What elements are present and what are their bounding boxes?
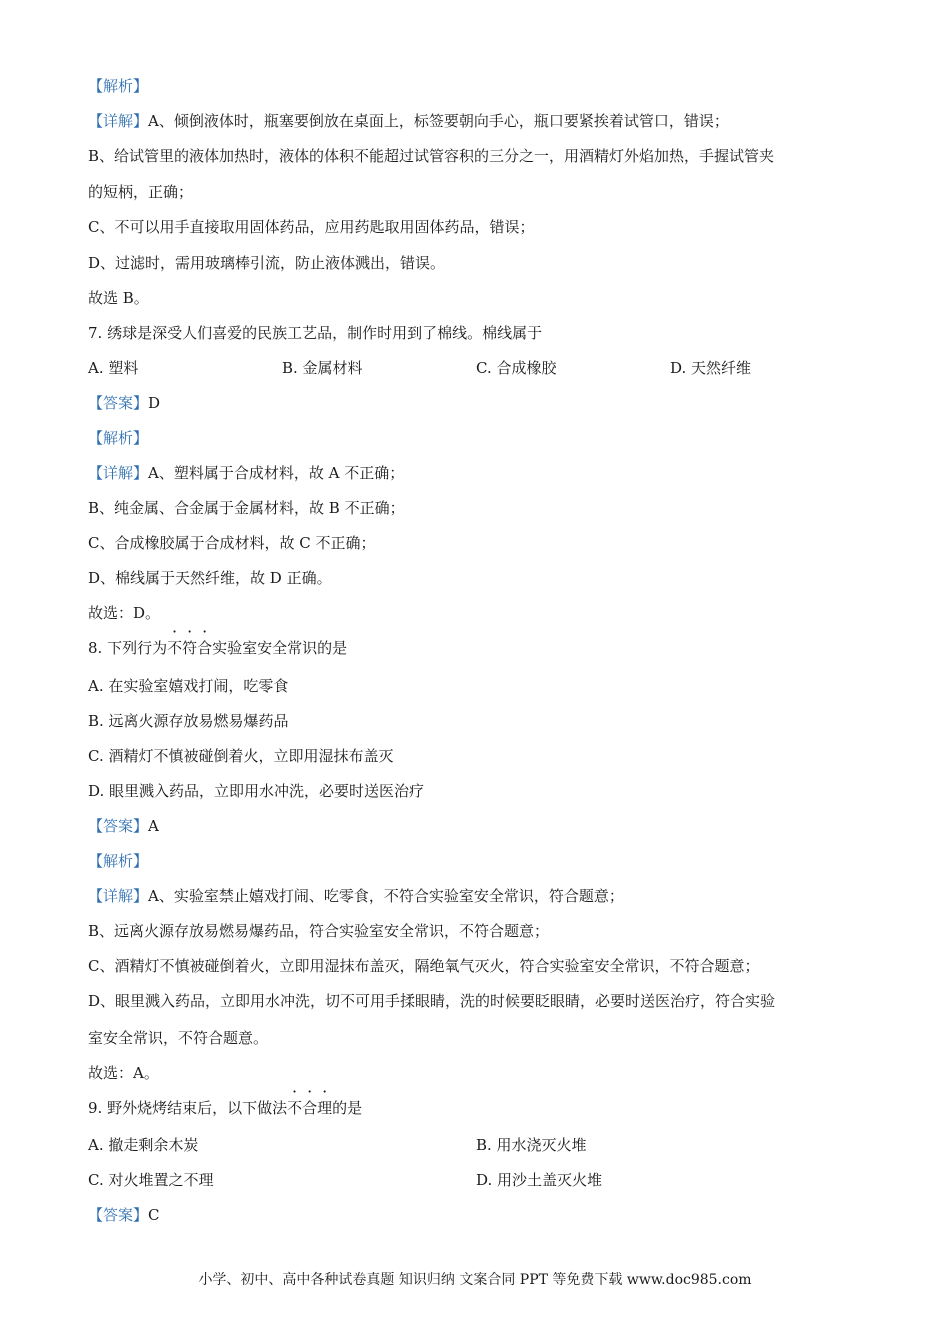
q7-option-d: D. 天然纤维 xyxy=(670,359,752,377)
q8-option-b: B. 远离火源存放易燃易爆药品 xyxy=(88,712,289,730)
q7-detail-a-text: A、塑料属于合成材料，故 A 不正确； xyxy=(148,464,405,482)
analysis-tag: 【解析】 xyxy=(88,852,149,870)
q8-option-d: D. 眼里溅入药品，立即用水冲洗，必要时送医治疗 xyxy=(88,782,425,800)
q6-detail-a xyxy=(88,111,729,131)
q8-stem xyxy=(88,638,347,658)
q9-stem-post: 的是 xyxy=(332,1099,363,1117)
emphasis-char: 合 xyxy=(197,639,213,657)
q7-option-a: A. 塑料 xyxy=(88,359,139,377)
detail-tag: 【详解】 xyxy=(88,887,149,905)
answer-tag: 【答案】 xyxy=(88,394,149,412)
q8-answer-value: A xyxy=(148,817,159,835)
q8-option-a: A. 在实验室嬉戏打闹，吃零食 xyxy=(88,677,289,695)
answer-tag: 【答案】 xyxy=(88,1206,149,1224)
q8-answer xyxy=(88,816,159,836)
q9-option-c: C. 对火堆置之不理 xyxy=(88,1171,214,1189)
q7-detail-b: B、纯金属、合金属于金属材料，故 B 不正确； xyxy=(88,499,405,517)
q6-conclusion: 故选 B。 xyxy=(88,289,149,307)
q8-detail-b: B、远离火源存放易燃易爆药品，符合实验室安全常识，不符合题意； xyxy=(88,922,550,940)
q8-conclusion: 故选：A。 xyxy=(88,1064,159,1082)
emphasis-char: 符 xyxy=(182,639,198,657)
q8-detail-a xyxy=(88,886,624,906)
q8-detail-a-text: A、实验室禁止嬉戏打闹、吃零食，不符合实验室安全常识，符合题意； xyxy=(148,887,624,905)
q9-option-d: D. 用沙土盖灭火堆 xyxy=(476,1171,603,1189)
q9-option-b: B. 用水浇灭火堆 xyxy=(476,1136,587,1154)
detail-tag: 【详解】 xyxy=(88,112,149,130)
q6-detail-b1: B、给试管里的液体加热时，液体的体积不能超过试管容积的三分之一，用酒精灯外焰加热，手握试管夹 xyxy=(88,147,775,165)
emphasis-char: 合 xyxy=(302,1099,318,1117)
q6-detail-a-text: A、倾倒液体时，瓶塞要倒放在桌面上，标签要朝向手心，瓶口要紧挨着试管口，错误； xyxy=(148,112,729,130)
answer-tag: 【答案】 xyxy=(88,817,149,835)
analysis-tag: 【解析】 xyxy=(88,429,149,447)
q9-answer xyxy=(88,1205,160,1225)
q9-option-a: A. 撤走剩余木炭 xyxy=(88,1136,199,1154)
q8-stem-pre: 8. 下列行为 xyxy=(88,639,168,657)
q8-stem-post: 实验室安全常识的是 xyxy=(212,639,348,657)
detail-tag: 【详解】 xyxy=(88,464,149,482)
q8-detail-c: C、酒精灯不慎被碰倒着火，立即用湿抹布盖灭，隔绝氧气灭火，符合实验室安全常识，不符合题意； xyxy=(88,957,760,975)
q7-detail-d: D、棉线属于天然纤维，故 D 正确。 xyxy=(88,569,332,587)
q7-answer-value: D xyxy=(148,394,161,412)
q7-detail-c: C、合成橡胶属于合成材料，故 C 不正确； xyxy=(88,534,376,552)
q9-stem xyxy=(88,1098,362,1118)
q8-detail-d1: D、眼里溅入药品，立即用水冲洗，切不可用手揉眼睛，洗的时候要眨眼睛，必要时送医治疗，符合实验 xyxy=(88,992,776,1010)
q8-detail-d2: 室安全常识，不符合题意。 xyxy=(88,1029,269,1047)
analysis-tag: 【解析】 xyxy=(88,77,149,95)
q7-stem: 7. 绣球是深受人们喜爱的民族工艺品，制作时用到了棉线。棉线属于 xyxy=(88,324,543,342)
q9-stem-pre: 9. 野外烧烤结束后，以下做法 xyxy=(88,1099,288,1117)
q9-answer-value: C xyxy=(148,1206,160,1224)
q7-detail-a xyxy=(88,463,404,483)
page-footer: 小学、初中、高中各种试卷真题 知识归纳 文案合同 PPT 等免费下载 www.doc985.com xyxy=(198,1272,752,1288)
q6-detail-d: D、过滤时，需用玻璃棒引流，防止液体溅出，错误。 xyxy=(88,254,446,272)
q6-detail-c: C、不可以用手直接取用固体药品，应用药匙取用固体药品，错误； xyxy=(88,218,535,236)
q8-option-c: C. 酒精灯不慎被碰倒着火，立即用湿抹布盖灭 xyxy=(88,747,394,765)
emphasis-char: 不 xyxy=(167,639,183,657)
q7-conclusion: 故选：D。 xyxy=(88,604,161,622)
emphasis-char: 不 xyxy=(287,1099,303,1117)
q7-option-c: C. 合成橡胶 xyxy=(476,359,557,377)
q6-detail-b2: 的短柄，正确； xyxy=(88,183,194,201)
q7-answer xyxy=(88,393,160,413)
emphasis-char: 理 xyxy=(317,1099,333,1117)
q7-option-b: B. 金属材料 xyxy=(282,359,363,377)
